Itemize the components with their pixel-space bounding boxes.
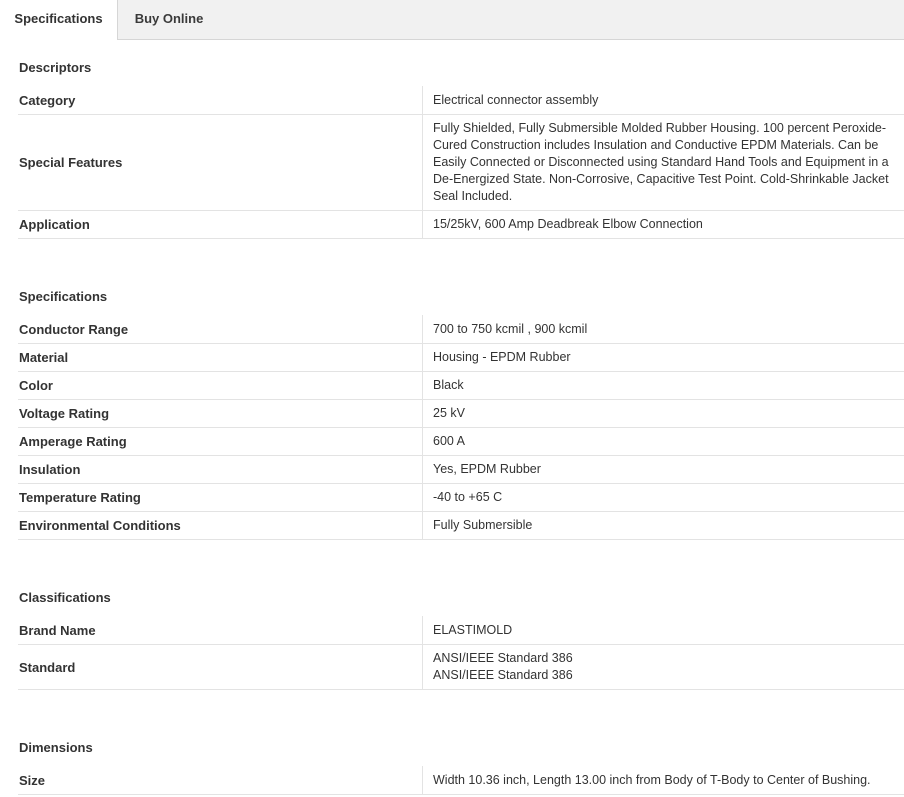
row-label: Special Features [19,155,123,170]
row-value: ELASTIMOLD [422,616,904,644]
table-row [18,456,904,484]
row-label: Application [19,217,90,232]
section-title-descriptors: Descriptors [19,60,92,75]
row-value: Fully Shielded, Fully Submersible Molded Rubber Housing. 100 percent Peroxide-Cured Construction includes Insulation and Conductive EPDM Materials. Can be Easily Connected or Disconnected using Standard Hand Tools and Equipment in a De-Energized State. Non-Corrosive, Capacitive Test Point. Cold-Shrinkable Jacket Seal Included. [422,115,904,210]
tab-buy-online[interactable]: Buy Online [134,11,204,26]
row-value: Black [422,372,904,399]
row-label: Voltage Rating [19,406,110,421]
row-label: Amperage Rating [19,434,127,449]
table-row [18,428,904,456]
row-label: Standard [19,659,76,675]
row-label: Material [19,350,69,365]
table-row [18,512,904,540]
table-row [18,400,904,428]
section-title-specifications: Specifications [19,289,108,304]
table-row [18,616,904,645]
section-title-classifications: Classifications [19,590,111,605]
row-label: Color [19,378,53,393]
row-label: Category [19,92,76,108]
row-value: Electrical connector assembly [422,86,904,114]
row-label: Environmental Conditions [19,518,181,533]
section-title-dimensions: Dimensions [19,740,93,755]
tab-bar [0,0,904,40]
row-value: Housing - EPDM Rubber [422,344,904,371]
tab-bar-background [117,0,904,40]
table-row [18,315,904,344]
table-row [18,645,904,690]
row-value: 600 A [422,428,904,455]
row-value: Width 10.36 inch, Length 13.00 inch from Body of T-Body to Center of Bushing. [422,766,904,794]
row-label: Temperature Rating [19,490,141,505]
table-row [18,372,904,400]
table-row [18,86,904,115]
table-row [18,115,904,211]
row-value: Yes, EPDM Rubber [422,456,904,483]
row-value: -40 to +65 C [422,484,904,511]
row-value: Fully Submersible [422,512,904,539]
row-value: 25 kV [422,400,904,427]
row-label: Brand Name [19,622,96,638]
table-row [18,484,904,512]
row-label: Size [19,772,46,788]
row-value: 700 to 750 kcmil , 900 kcmil [422,315,904,343]
table-row [18,344,904,372]
row-label: Conductor Range [19,321,129,337]
row-label: Insulation [19,462,81,477]
tab-specifications[interactable]: Specifications [0,0,118,40]
table-row [18,211,904,239]
table-row [18,766,904,795]
row-value: ANSI/IEEE Standard 386 ANSI/IEEE Standard 386 [422,645,904,689]
row-value: 15/25kV, 600 Amp Deadbreak Elbow Connection [422,211,904,238]
